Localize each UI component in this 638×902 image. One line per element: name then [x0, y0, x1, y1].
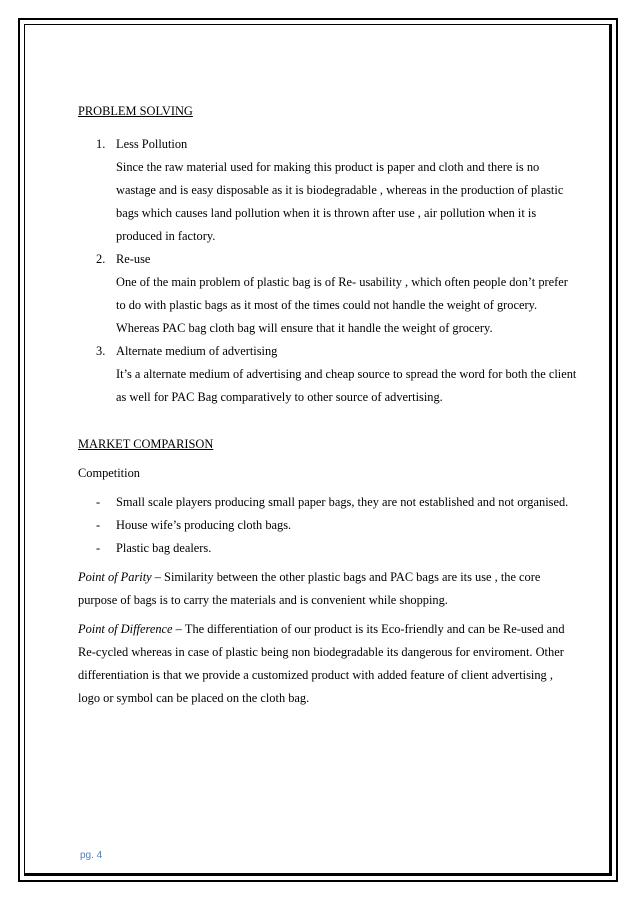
list-item — [78, 491, 578, 514]
list-item — [78, 133, 578, 248]
item-title: Re-use — [116, 252, 151, 266]
bullet-dash: - — [96, 518, 101, 532]
competitor-text: Plastic bag dealers. — [116, 541, 212, 555]
page-number: pg. 4 — [80, 850, 103, 861]
point-of-parity-paragraph — [78, 566, 578, 612]
list-item — [78, 537, 578, 560]
item-description: It’s a alternate medium of advertising and cheap source to spread the word for both the client as well for PAC Bag comparatively to other source of advertising. — [116, 367, 577, 404]
item-number: 1. — [96, 137, 106, 151]
point-of-parity-label: Point of Parity – — [78, 570, 165, 584]
page-border-bottom — [24, 873, 612, 876]
item-number: 2. — [96, 252, 106, 266]
section-spacer — [78, 409, 578, 433]
bullet-dash: - — [96, 541, 101, 555]
item-description: One of the main problem of plastic bag is of Re- usability , which often people don’t prefer to do with plastic bags as it most of the times could not handle the weight of grocery. Whereas PAC bag cloth bag will ensure that it handle the weight of grocery. — [116, 275, 568, 335]
item-title: Alternate medium of advertising — [116, 344, 278, 358]
point-of-parity-text: Similarity between the other plastic bags and PAC bags are its use , the core purpose of bags is to carry the materials and is convenient while shopping. — [78, 570, 541, 607]
market-comparison-heading: MARKET COMPARISON — [78, 437, 214, 451]
competition-subheading: Competition — [78, 466, 140, 480]
point-of-difference-label: Point of Difference – — [78, 622, 185, 636]
point-of-difference-text: The differentiation of our product is its Eco-friendly and can be Re-used and Re-cycled whereas in case of plastic being non biodegradable its dangerous for enviroment. Other differentiation is that we provide a customized product with added feature of client advertising , logo or symbol can be placed on the cloth bag. — [78, 622, 565, 705]
competitor-text: House wife’s producing cloth bags. — [116, 518, 292, 532]
list-item — [78, 514, 578, 537]
item-title: Less Pollution — [116, 137, 188, 151]
page-border-right — [609, 24, 612, 876]
item-number: 3. — [96, 344, 106, 358]
page-content — [78, 100, 578, 710]
problem-solving-heading: PROBLEM SOLVING — [78, 104, 193, 118]
item-description: Since the raw material used for making this product is paper and cloth and there is no wastage and is easy disposable as it is biodegradable , whereas in the production of plastic bags which causes land pollution when it is thrown after use , air pollution when it is produced in factory. — [116, 160, 564, 243]
problem-solving-list — [78, 133, 578, 409]
competition-list — [78, 491, 578, 560]
list-item — [78, 248, 578, 340]
list-item — [78, 340, 578, 409]
bullet-dash: - — [96, 495, 101, 509]
point-of-difference-paragraph — [78, 618, 578, 710]
competitor-text: Small scale players producing small paper bags, they are not established and not organised. — [116, 495, 569, 509]
